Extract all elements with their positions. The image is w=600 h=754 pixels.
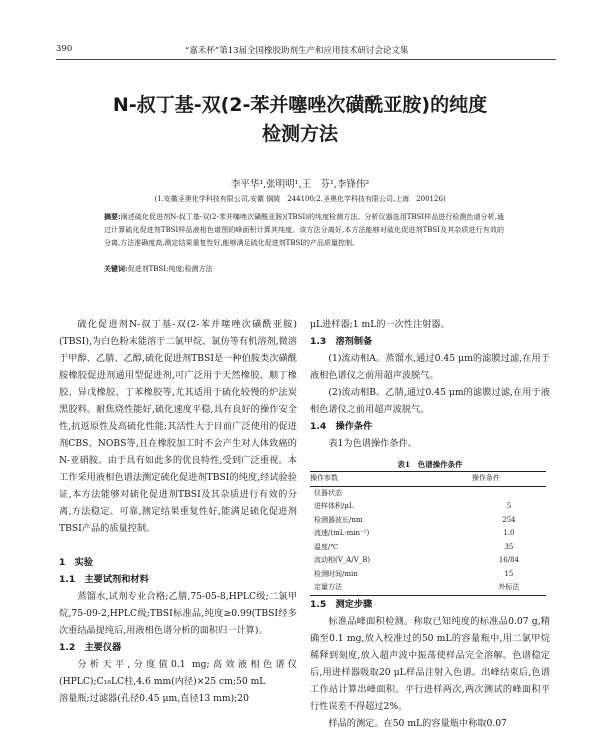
section-heading-instruments: 1.2 主要仪器 — [59, 642, 122, 653]
table-cell: 流速/(mL·min⁻¹) — [314, 529, 370, 537]
section-heading-conditions: 1.4 操作条件 — [310, 421, 373, 432]
abstract-text: 阐述硫化促进剂N-叔丁基-双(2-苯并噻唑次磺酰亚胺)(TBSI)的纯度检测方法。分析仪器选用TBSI样品进行检测色谱分析,通过计算硫化促进剂TBSI样品液相色谱图的峰面积计算其纯度。该方法分离好,本方法能够对硫化促进剂TBSI及其杂质进行有效的分离,方法准确度高,测定结果重复性好,能够满足硫化促进剂TBSI的产品质量控制。 — [104, 213, 504, 247]
keywords — [104, 264, 213, 274]
table-1 — [310, 471, 546, 596]
table-row — [310, 500, 546, 514]
header-rule — [56, 59, 556, 60]
table-header: 操作参数 — [310, 472, 472, 487]
abstract-label: 摘要: — [104, 212, 121, 221]
table-row — [310, 541, 546, 555]
table-cell: 温度/℃ — [314, 542, 339, 551]
table-cell: 外标法 — [472, 581, 546, 595]
table-cell: 仪器状态 — [314, 488, 342, 497]
reagents-paragraph: 蒸馏水,试剂专业合格;乙腈,75-05-8,HPLC级;二氯甲烷,75-09-2,HPLC级;TBSI标准品,纯度≥0.99(TBSI经多次重结晶提纯后,用液相色谱分析的面积归一计算)。 — [59, 591, 297, 636]
section-heading-experiment: 1 实验 — [59, 557, 93, 568]
table-cell: 16/84 — [498, 556, 520, 564]
table-cell: 定量方法 — [310, 581, 472, 595]
table-row — [310, 581, 546, 595]
section-heading-reagents: 1.1 主要试剂和材料 — [59, 574, 149, 585]
instruments-paragraph-cont: 溶量瓶;过滤器(孔径0.45 μm,直径13 mm);20 — [59, 693, 249, 704]
keywords-text: 促进剂TBSI;纯度;检测方法 — [127, 265, 213, 273]
paper-title-line2: 检测方法 — [261, 123, 338, 145]
conditions-paragraph: 表1为色谱操作条件。 — [328, 438, 417, 449]
intro-paragraph: 硫化促进剂N-叔丁基-双(2-苯并噻唑次磺酰亚胺)(TBSI),为白色粉末能溶于二氯甲烷、氯仿等有机溶剂,微溶于甲醇、乙腈、乙醇,硫化促进剂TBSI是一种伯胺类次磺酰胺橡胶促进剂通用型促进剂,可广泛用于天然橡胶、顺丁橡胶、异戊橡胶、丁苯橡胶等,尤其适用于硫化较慢的炉法炭黑胶料。耐焦烧性能好,硫化速度平稳,具有良好的操作安全性,抗返原性及高硫化性能;其活性大于目前广泛使用的促进剂CBS、NOBS等,且在橡胶加工时不会产生对人体致癌的N-亚硝胺。由于具有如此多的优良特性,受到广泛重视。本工作采用液相色谱法测定硫化促进剂TBSI的纯度,经试验验证,本方法能够对硫化促进剂TBSI及其杂质进行有效的分离,方法稳定、可靠,测定结果重复性好,能满足硫化促进剂TBSI产品的质量控制。 — [59, 319, 297, 534]
table-cell: 进样体积/μL — [314, 502, 354, 510]
table-cell: 1.0 — [503, 529, 515, 537]
running-header: “嘉禾杯”第13届全国橡胶助剂生产和应用技术研讨会论文集 — [185, 46, 409, 56]
keywords-label: 关键词: — [104, 264, 128, 273]
table-row — [310, 486, 546, 500]
mobile-phase-a: (1)流动相A。蒸馏水,通过0.45 μm的滤膜过滤,在用于液相色谱仪之前用超声波脱气。 — [310, 353, 550, 381]
table-1-title: 表1 色谱操作条件 — [397, 460, 463, 469]
table-cell: 检测器波长/nm — [314, 515, 363, 524]
affiliations: (1.安徽圣奥化学科技有限公司,安徽 铜陵 244100;2.圣奥化学科技有限公司,上海 200126) — [154, 195, 446, 203]
instruments-paragraph: 分析天平,分度值0.1 mg;高效液相色谱仪(HPLC);C₁₈LC柱,4.6 mm(内径)×25 cm;50 mL — [59, 659, 297, 687]
section-heading-solvents: 1.3 溶剂制备 — [310, 336, 373, 347]
table-header: 操作条件 — [472, 472, 546, 487]
table-cell — [472, 486, 546, 500]
paper-title-line1: N-叔丁基-双(2-苯并噻唑次磺酰亚胺)的纯度 — [112, 94, 488, 116]
table-row — [310, 527, 546, 541]
procedure-sample: 样品的测定。在50 mL的容量瓶中称取0.07 — [328, 717, 507, 729]
table-cell: 254 — [502, 515, 516, 524]
authors: 李平华¹,张明明¹,王 芬¹,李锋伟² — [230, 179, 370, 190]
table-row — [310, 568, 546, 582]
table-cell: 流动相(V_A/V_B) — [314, 556, 371, 564]
procedure-standard: 标准品峰面积检测。称取已知纯度的标准品0.07 g,精确至0.1 mg,放入校准过的50 mL的容量瓶中,用二氯甲烷稀释到刻度,放入超声波中振荡使样品完全溶解。色谱稳定后,用进样器吸取20 μL样品注射入色谱。出峰结束后,色谱工作站计算出峰面积。平行进样两次,两次测试的峰面积平行性误差不得超过2%。 — [310, 615, 550, 712]
table-cell: 5 — [506, 502, 512, 510]
table-row — [310, 514, 546, 528]
table-row — [310, 554, 546, 568]
table-cell: 35 — [504, 542, 514, 551]
abstract — [104, 210, 504, 250]
mobile-phase-b: (2)流动相B。乙腈,通过0.45 μm的滤膜过滤,在用于液相色谱仪之前用超声波脱气。 — [310, 387, 550, 415]
right-column — [310, 316, 550, 732]
table-cell: 15 — [504, 569, 514, 578]
section-heading-procedure: 1.5 测定步骤 — [310, 598, 373, 610]
page-number: 390 — [56, 44, 73, 54]
instruments-paragraph-end: μL进样器;1 mL的一次性注射器。 — [310, 319, 450, 330]
table-cell: 检测时间/min — [314, 569, 358, 578]
left-column — [59, 316, 297, 707]
